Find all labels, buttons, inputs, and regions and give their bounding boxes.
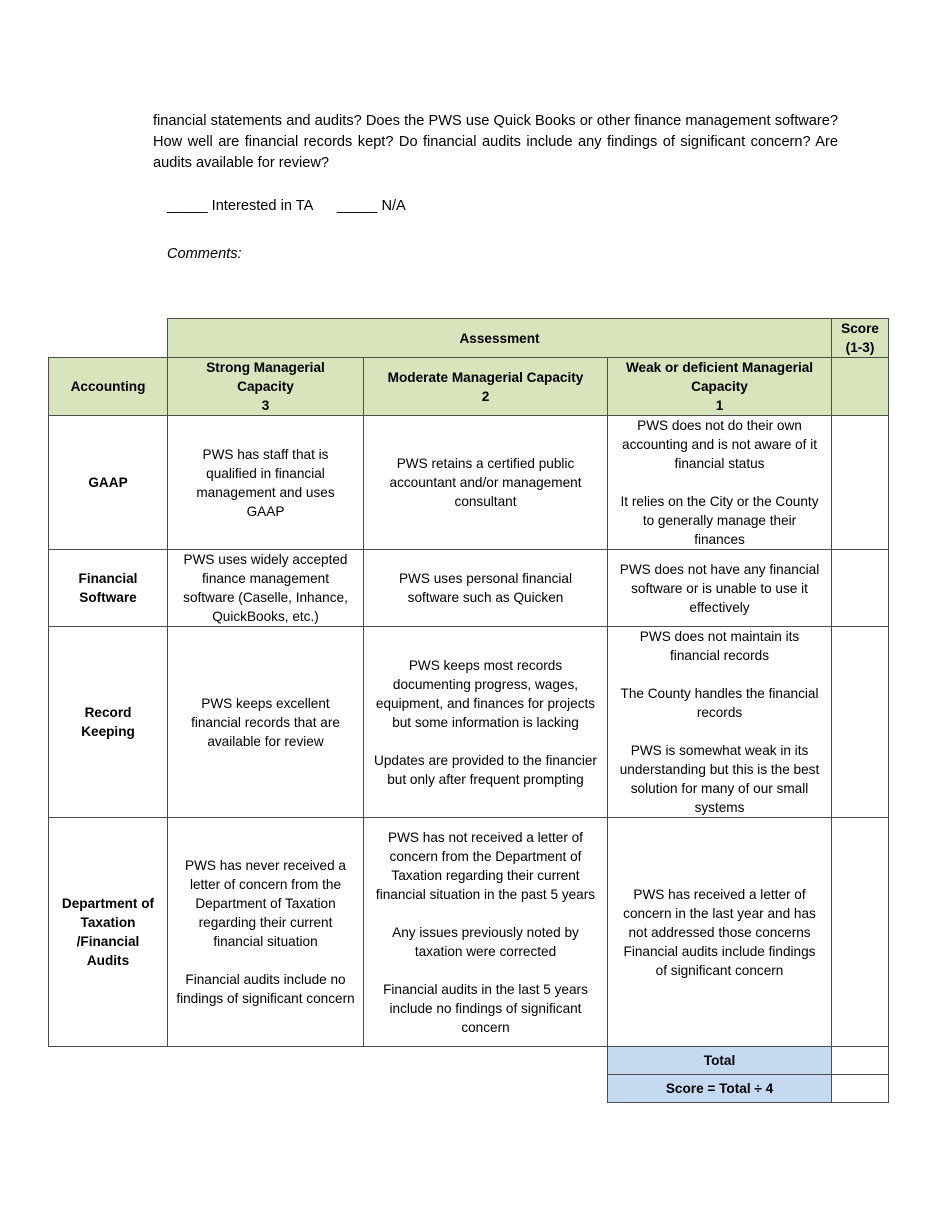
cell-weak: PWS does not have any financial software or is unable to use it effectively (608, 550, 832, 627)
intro-paragraph: financial statements and audits? Does the PWS use Quick Books or other finance management software? How well are financial records kept? Do financial audits include any findings of significant concern? Are audits available for review? (153, 113, 838, 171)
table-row (49, 550, 889, 627)
score-header: Score (1-3) (832, 319, 889, 358)
table-row (49, 627, 889, 818)
cell-moderate: PWS retains a certified public accountant and/or management consultant (364, 416, 608, 550)
table-row (49, 416, 889, 550)
cell-strong: PWS has staff that is qualified in financial management and uses GAAP (168, 416, 364, 550)
score-cell[interactable] (832, 550, 889, 627)
total-value-cell[interactable] (832, 1047, 889, 1075)
weak-capacity-header: Weak or deficient Managerial Capacity 1 (608, 358, 832, 416)
assessment-header: Assessment (168, 319, 832, 358)
score-cell[interactable] (832, 627, 889, 818)
empty-corner-cell (49, 319, 168, 358)
empty-footer-cell (49, 1047, 608, 1075)
cell-strong: PWS uses widely accepted finance management software (Caselle, Inhance, QuickBooks, etc.) (168, 550, 364, 627)
category-header: Accounting (49, 358, 168, 416)
total-label: Total (608, 1047, 832, 1075)
cell-moderate: PWS keeps most records documenting progress, wages, equipment, and finances for projects but some information is lacking Updates are provided to the financier but only after frequent prompting (364, 627, 608, 818)
moderate-capacity-header: Moderate Managerial Capacity 2 (364, 358, 608, 416)
table-row (49, 818, 889, 1047)
cell-weak: PWS does not do their own accounting and is not aware of it financial status It relies on the City or the County to generally manage their finances (608, 416, 832, 550)
empty-footer-cell (49, 1075, 608, 1103)
accounting-assessment-table (48, 318, 889, 1103)
cell-moderate: PWS has not received a letter of concern from the Department of Taxation regarding their current financial situation in the past 5 years Any issues previously noted by taxation were corrected Financial audits in the last 5 years include no findings of significant concern (364, 818, 608, 1047)
cell-strong: PWS has never received a letter of concern from the Department of Taxation regarding their current financial situation Financial audits include no findings of significant concern (168, 818, 364, 1047)
cell-strong: PWS keeps excellent financial records that are available for review (168, 627, 364, 818)
row-label-department-of-taxation: Department of Taxation /Financial Audits (49, 818, 168, 1047)
score-cell[interactable] (832, 818, 889, 1047)
strong-capacity-header: Strong Managerial Capacity 3 (168, 358, 364, 416)
row-label-record-keeping: Record Keeping (49, 627, 168, 818)
final-score-cell[interactable] (832, 1075, 889, 1103)
cell-moderate: PWS uses personal financial software such as Quicken (364, 550, 608, 627)
score-cell[interactable] (832, 416, 889, 550)
row-label-financial-software: Financial Software (49, 550, 168, 627)
row-label-gaap: GAAP (49, 416, 168, 550)
score-formula-label: Score = Total ÷ 4 (608, 1075, 832, 1103)
ta-interest-line: _____ Interested in TA _____ N/A (167, 198, 406, 214)
comments-label: Comments: (167, 246, 242, 262)
cell-weak: PWS has received a letter of concern in the last year and has not addressed those concerns Financial audits include findings of significant concern (608, 818, 832, 1047)
score-header-blank (832, 358, 889, 416)
cell-weak: PWS does not maintain its financial records The County handles the financial records PWS is somewhat weak in its understanding but this is the best solution for many of our small systems (608, 627, 832, 818)
